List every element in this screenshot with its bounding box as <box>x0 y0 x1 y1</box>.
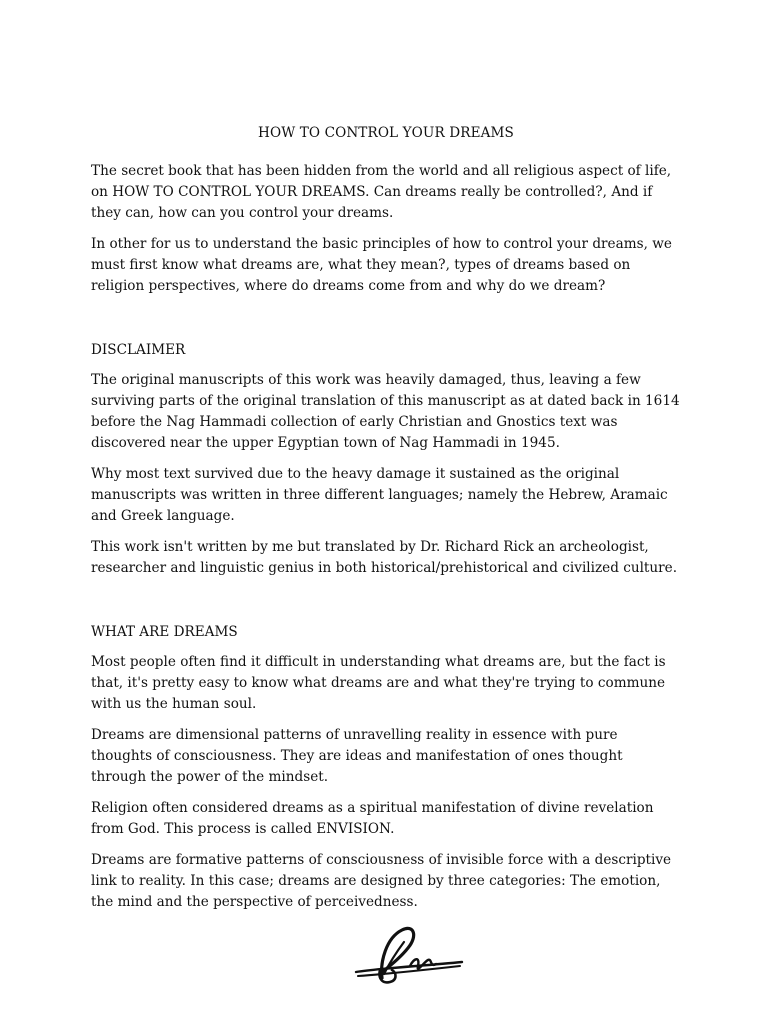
dreams-paragraph-2: Dreams are dimensional patterns of unravelling reality in essence with pure thoughts of consciousness. They are ideas and manifestation of ones thought through the power of the mindset. <box>91 727 623 785</box>
disclaimer-paragraph-1: The original manuscripts of this work was heavily damaged, thus, leaving a few surviving parts of the original translation of this manuscript as at dated back in 1614 before the Nag Hammadi collection of early Christian and Gnostics text was discovered near the upper Egyptian town of Nag Hammadi in 1945. <box>91 372 680 451</box>
document-title: HOW TO CONTROL YOUR DREAMS <box>258 125 514 141</box>
what-are-dreams-heading: WHAT ARE DREAMS <box>91 624 238 640</box>
handwritten-signature-icon <box>352 922 464 988</box>
intro-paragraph-2: In other for us to understand the basic principles of how to control your dreams, we must first know what dreams are, what they mean?, types of dreams based on religion perspectives, where do dreams come from and why do we dream? <box>91 236 672 294</box>
disclaimer-paragraph-3: This work isn't written by me but translated by Dr. Richard Rick an archeologist, researcher and linguistic genius in both historical/prehistorical and civilized culture. <box>91 539 678 576</box>
disclaimer-paragraph-2: Why most text survived due to the heavy damage it sustained as the original manuscripts was written in three different languages; namely the Hebrew, Aramaic and Greek language. <box>91 466 668 524</box>
disclaimer-heading: DISCLAIMER <box>91 342 186 358</box>
dreams-paragraph-1: Most people often find it difficult in understanding what dreams are, but the fact is that, it's pretty easy to know what dreams are and what they're trying to commune with us the human soul. <box>91 654 666 712</box>
document-page <box>91 123 681 923</box>
intro-paragraph-1: The secret book that has been hidden from the world and all religious aspect of life, on HOW TO CONTROL YOUR DREAMS. Can dreams really be controlled?, And if they can, how can you control your dreams. <box>91 163 672 221</box>
dreams-paragraph-4: Dreams are formative patterns of consciousness of invisible force with a descriptive link to reality. In this case; dreams are designed by three categories: The emotion, the mind and the perspective of perceivedness. <box>91 852 672 910</box>
dreams-paragraph-3: Religion often considered dreams as a spiritual manifestation of divine revelation from God. This process is called ENVISION. <box>91 800 654 837</box>
